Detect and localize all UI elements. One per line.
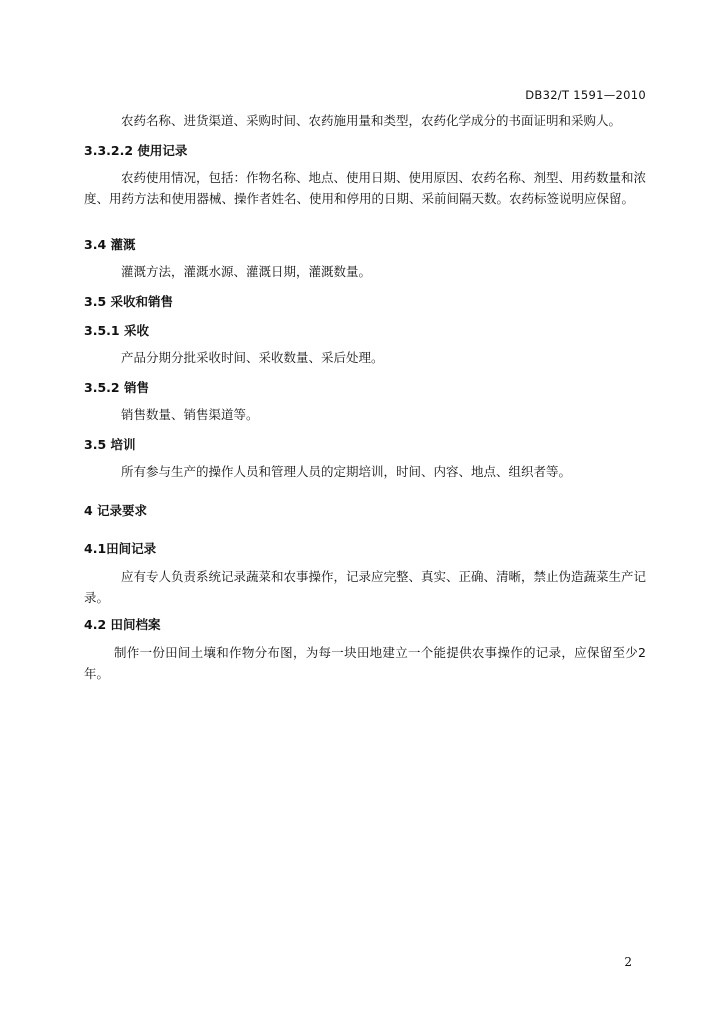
heading-4-2: 4.2 田间档案 [84, 617, 161, 632]
doc-code: DB32/T 1591—2010 [525, 88, 646, 102]
heading-3-5-2: 3.5.2 销售 [84, 380, 149, 395]
page-number: 2 [624, 955, 632, 969]
heading-3-3-2-2: 3.3.2.2 使用记录 [84, 143, 188, 158]
paragraph-3-5-2: 销售数量、销售渠道等。 [121, 407, 259, 422]
heading-3-5: 3.5 采收和销售 [84, 294, 173, 309]
heading-3-5-training: 3.5 培训 [84, 437, 136, 452]
heading-3-5-1: 3.5.1 采收 [84, 323, 149, 338]
heading-4: 4 记录要求 [84, 503, 148, 518]
paragraph-3-5-1: 产品分期分批采收时间、采收数量、采后处理。 [121, 350, 384, 365]
paragraph-3-5-training: 所有参与生产的操作人员和管理人员的定期培训，时间、内容、地点、组织者等。 [121, 464, 572, 479]
heading-3-4: 3.4 灌溉 [84, 237, 136, 252]
paragraph-3-4: 灌溉方法，灌溉水源、灌溉日期，灌溉数量。 [121, 264, 372, 279]
paragraph-4-2: 制作一份田间土壤和作物分布图，为每一块田地建立一个能提供农事操作的记录，应保留至少2年。 [84, 645, 646, 681]
heading-4-1: 4.1田间记录 [84, 541, 157, 556]
paragraph-4-1: 应有专人负责系统记录蔬菜和农事操作，记录应完整、真实、正确、清晰，禁止伪造蔬菜生产记录。 [84, 569, 647, 605]
paragraph-continued: 农药名称、进货渠道、采购时间、农药施用量和类型，农药化学成分的书面证明和采购人。 [121, 113, 622, 128]
paragraph-3-3-2-2: 农药使用情况，包括：作物名称、地点、使用日期、使用原因、农药名称、剂型、用药数量和浓度、用药方法和使用器械、操作者姓名、使用和停用的日期、采前间隔天数。农药标签说明应保留。 [84, 170, 647, 206]
